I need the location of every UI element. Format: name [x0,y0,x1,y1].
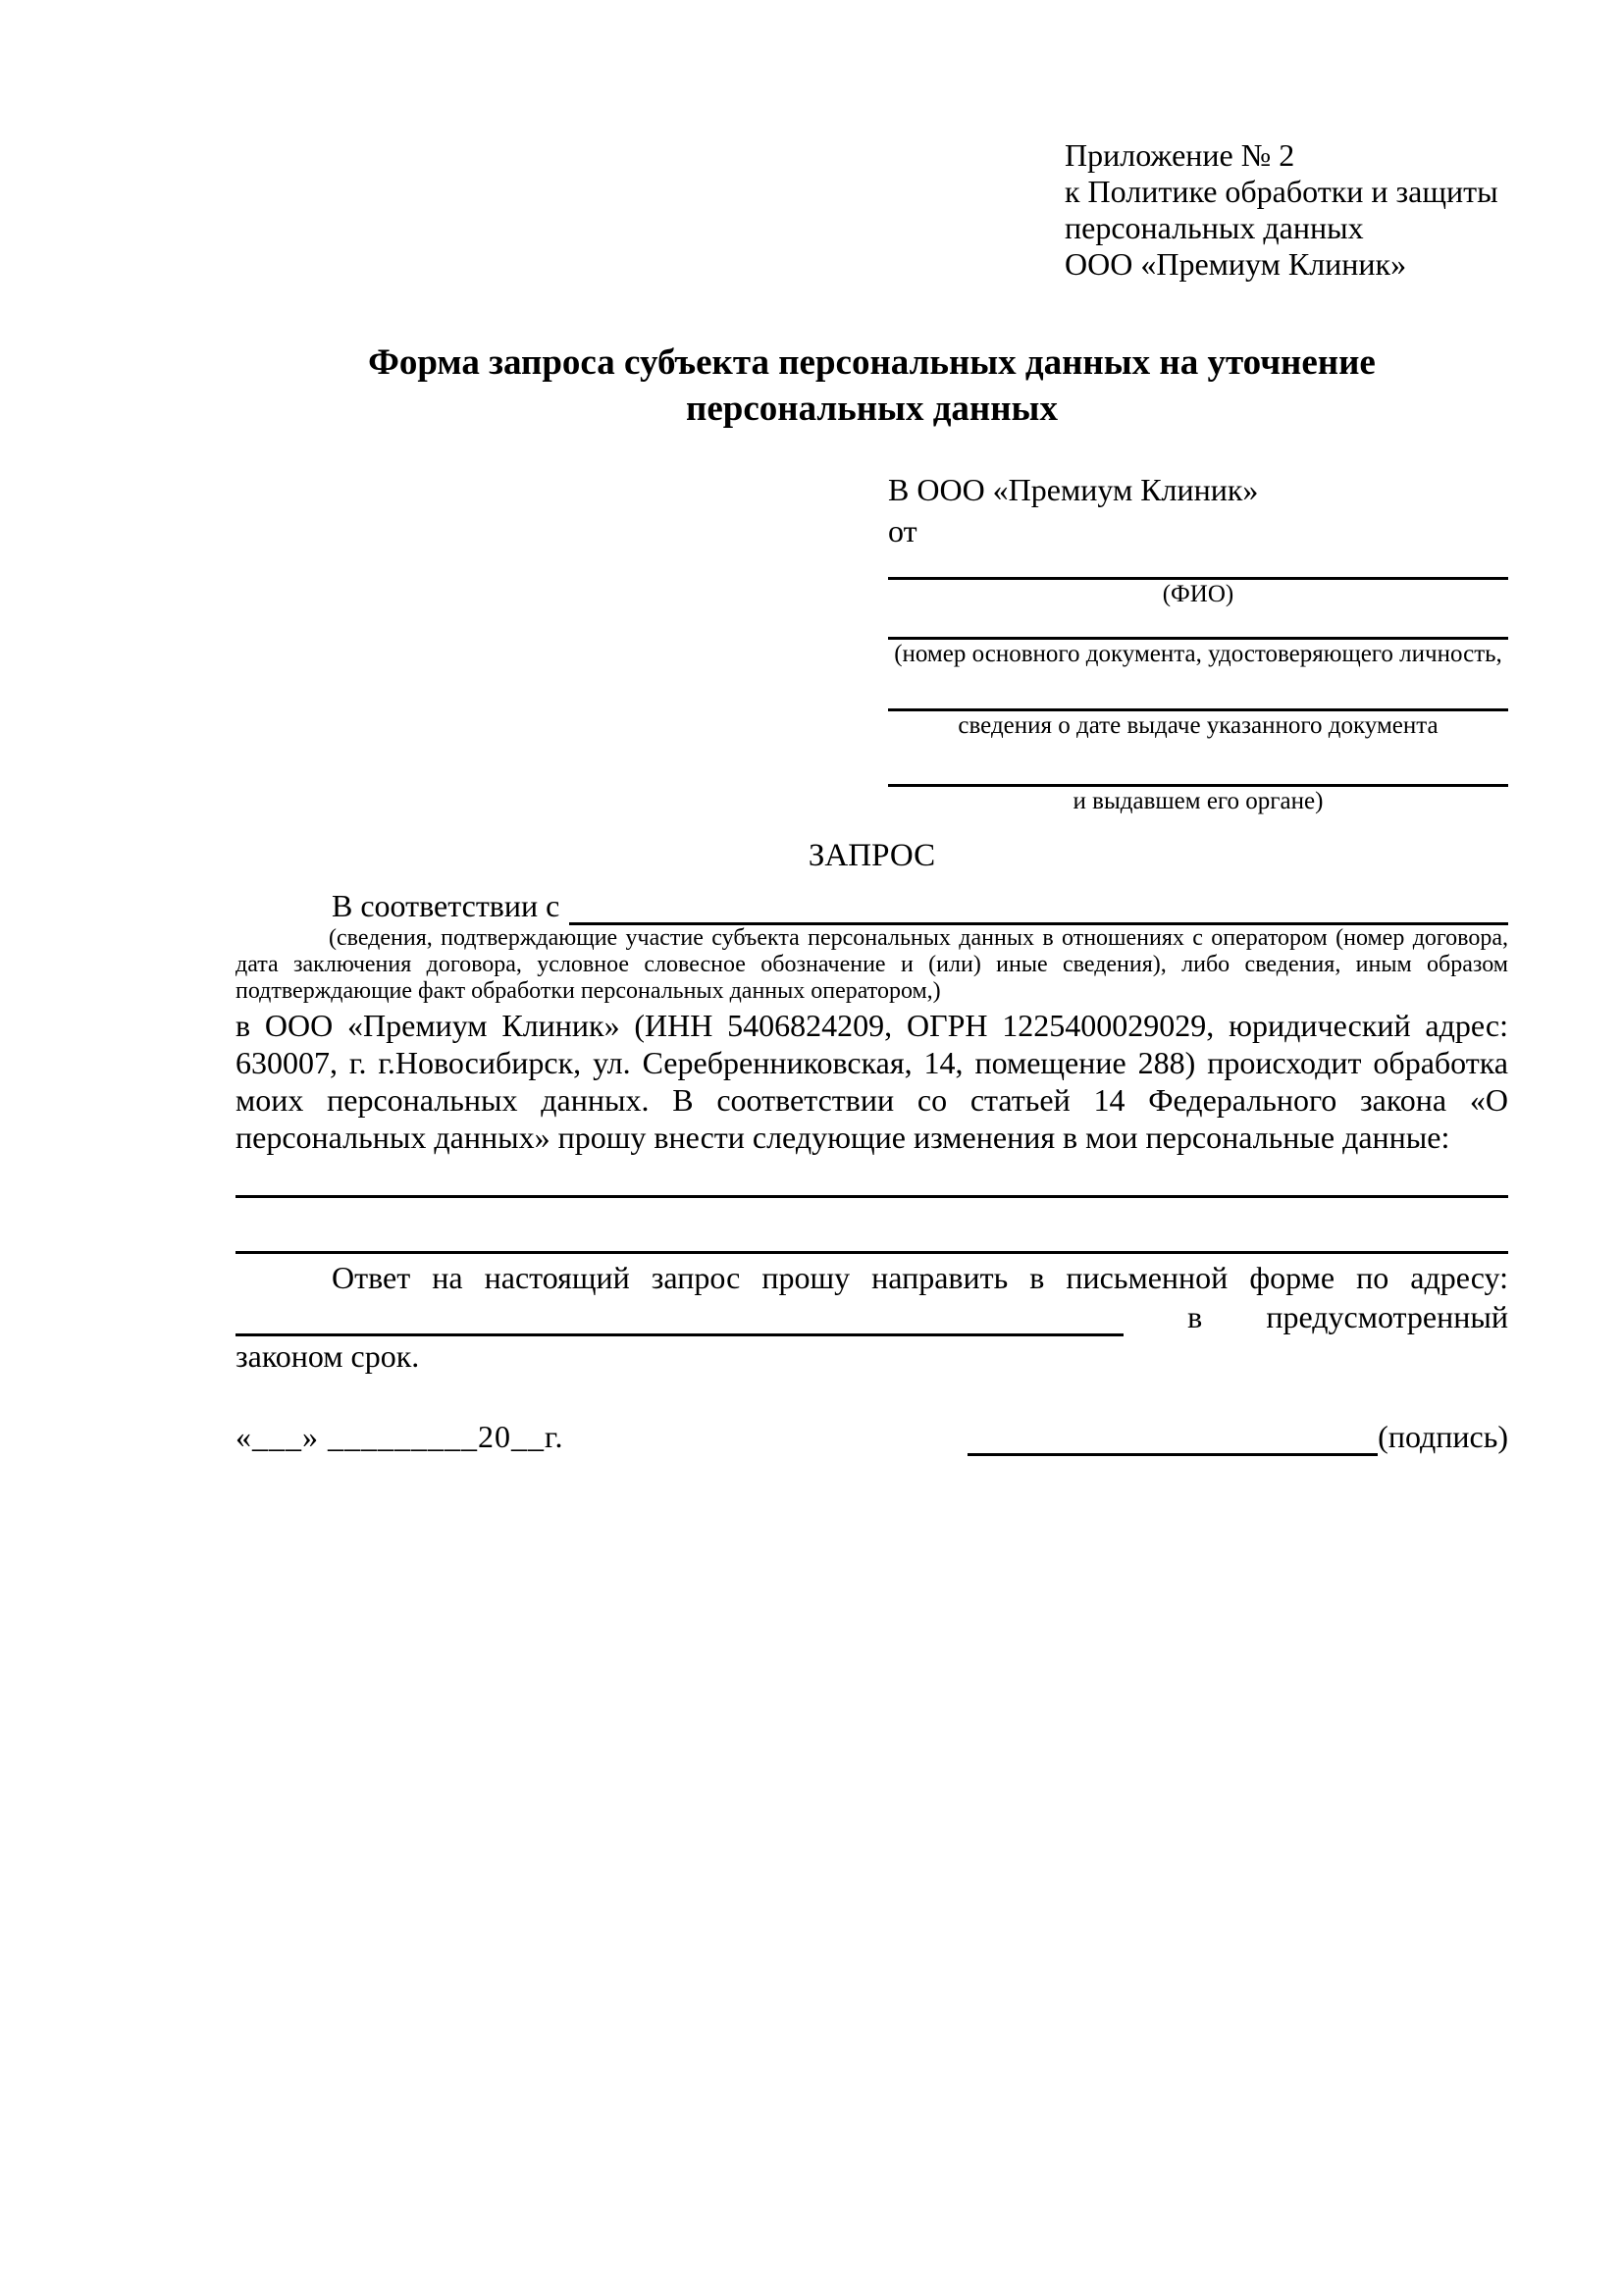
appendix-note-line: персональных данных [1065,210,1364,245]
signature-blank-line [968,1420,1378,1456]
appendix-note-line: к Политике обработки и защиты [1065,174,1498,209]
document-content [236,137,1508,1456]
changes-blank-line-2 [236,1198,1508,1254]
fio-caption: (ФИО) [1162,581,1234,607]
signature-caption: (подпись) [1378,1419,1508,1454]
issue-date-caption: сведения о дате выдаче указанного документа [958,712,1439,739]
issuing-authority-blank-line [888,741,1508,787]
reply-word-v: в [1187,1299,1203,1334]
basis-footnote: (сведения, подтверждающие участие субъекта персональных данных в отношениях с оператором (номер договора, дата заключения договора, условное словесное обозначение и (или) иные сведения), либо сведения, иным образом подтверждающие факт обработки персональных данных оператором,) [236,925,1508,1004]
appendix-note-line: ООО «Премиум Клиник» [1065,246,1407,282]
reply-term-line: законом срок. [236,1338,420,1374]
fio-blank-line [888,551,1508,580]
request-body-paragraph: в ООО «Премиум Клиник» (ИНН 5406824209, ОГРН 1225400029029, юридический адрес: 630007, г. г.Новосибирск, ул. Серебренниковская, 14, помещение 288) происходит обработка моих персональных данных. В соответствии со статьей 14 Федерального закона «О персональных данных» прошу внести следующие изменения в мои персональные данные: [236,1008,1508,1155]
reply-address-row [236,1297,1508,1336]
basis-row [236,887,1508,925]
page-title-line: персональных данных [686,389,1058,429]
page-title [236,339,1508,432]
date-blank: «___» _________20__г. [236,1419,564,1454]
appendix-note [1065,137,1508,283]
issuing-authority-caption: и выдавшем его органе) [1073,788,1324,814]
basis-label: В соответствии с [332,888,560,923]
addressee-to: В ООО «Премиум Клиник» [888,472,1259,507]
signature-group [968,1417,1508,1456]
document-number-caption: (номер основного документа, удостоверяющего личность, [894,641,1502,667]
changes-blank-line-1 [236,1156,1508,1198]
reply-address-sentence: Ответ на настоящий запрос прошу направить в письменной форме по адресу: [332,1260,1508,1295]
reply-word-predusmotrenny: предусмотренный [1266,1299,1508,1334]
date-signature-row [236,1417,1508,1456]
reply-address-blank-line [236,1300,1124,1336]
basis-blank-line [569,889,1508,925]
document-number-blank-line [888,609,1508,640]
addressee-from-label: от [888,513,917,548]
page-title-line: Форма запроса субъекта персональных данных на уточнение [368,342,1376,383]
request-heading: ЗАПРОС [808,838,936,873]
appendix-note-line: Приложение № 2 [1065,137,1295,173]
addressee-block [888,469,1508,816]
issue-date-blank-line [888,669,1508,711]
